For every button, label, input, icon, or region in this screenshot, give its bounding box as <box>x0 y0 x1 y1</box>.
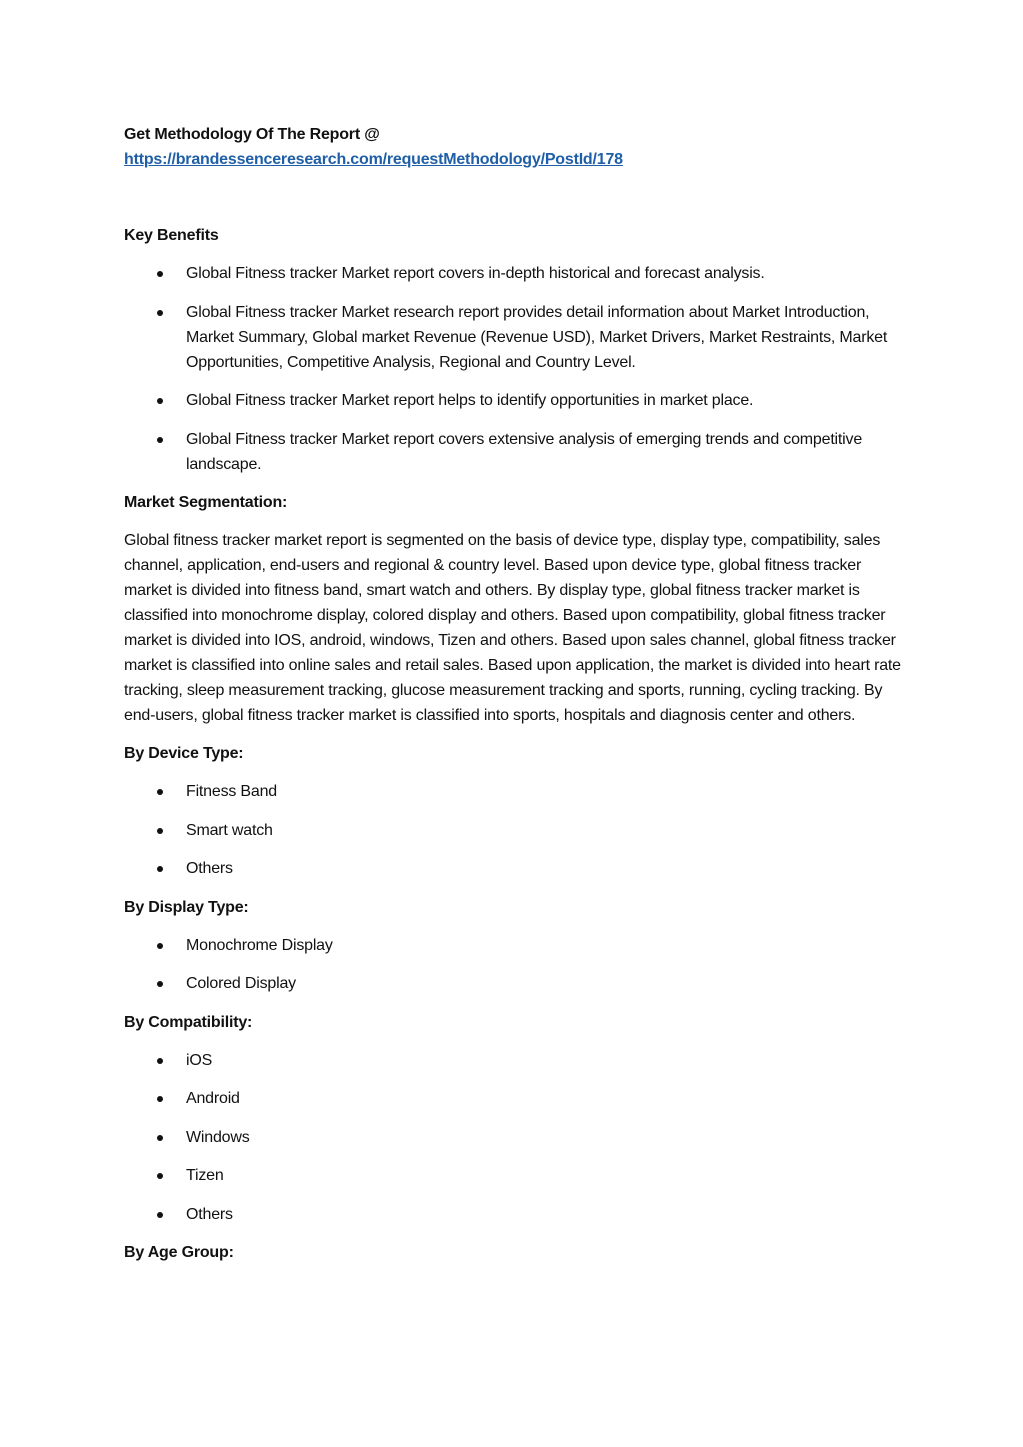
methodology-link[interactable]: https://brandessenceresearch.com/requestMethodology/PostId/178 <box>124 151 623 168</box>
list-item <box>124 261 904 286</box>
list-item-text: Android <box>186 1090 240 1107</box>
list-item-text: Global Fitness tracker Market report covers extensive analysis of emerging trends and competitive landscape. <box>186 430 863 473</box>
list-item-text: Windows <box>186 1128 250 1146</box>
bullet-icon <box>157 310 163 316</box>
bullet-icon <box>157 1058 163 1064</box>
market-segmentation-paragraph: Global fitness tracker market report is segmented on the basis of device type, display type, compatibility, sales channel, application, end-users and regional & country level. Based upon device type, global fitness tracker market is divided into fitness band, smart watch and others. By display type, global fitness tracker market is classified into monochrome display, colored display and others. Based upon compatibility, global fitness tracker market is divided into IOS, android, windows, Tizen and others. Based upon sales channel, global fitness tracker market is classified into online sales and retail sales. Based upon application, the market is divided into heart rate tracking, sleep measurement tracking, glucose measurement tracking and sports, running, cycling tracking. By end-users, global fitness tracker market is classified into sports, hospitals and diagnosis center and others. <box>124 532 901 724</box>
age-group-heading: By Age Group: <box>124 1244 234 1261</box>
list-item <box>124 856 904 881</box>
device-type-list <box>124 779 904 881</box>
list-item <box>124 1048 904 1073</box>
list-item <box>124 1125 904 1150</box>
list-item <box>124 971 904 996</box>
list-item <box>124 1163 904 1188</box>
list-item <box>124 1086 904 1111</box>
list-item-text: Fitness Band <box>186 783 277 800</box>
spacer <box>124 172 904 223</box>
list-item <box>124 779 904 804</box>
list-item <box>124 818 904 843</box>
compatibility-heading: By Compatibility: <box>124 1013 253 1031</box>
list-item-text: Global Fitness tracker Market report covers in-depth historical and forecast analysis. <box>186 265 765 282</box>
bullet-icon <box>157 828 163 834</box>
device-type-heading: By Device Type: <box>124 745 244 762</box>
bullet-icon <box>157 789 163 795</box>
compatibility-list <box>124 1048 904 1227</box>
list-item <box>124 300 904 375</box>
list-item-text: Others <box>186 860 233 877</box>
bullet-icon <box>157 1096 163 1102</box>
bullet-icon <box>157 981 163 987</box>
bullet-icon <box>157 943 163 949</box>
market-segmentation-heading: Market Segmentation: <box>124 494 288 511</box>
list-item-text: Smart watch <box>186 821 273 839</box>
bullet-icon <box>157 271 163 277</box>
list-item <box>124 933 904 958</box>
display-type-list <box>124 933 904 997</box>
display-type-heading: By Display Type: <box>124 898 249 916</box>
bullet-icon <box>157 1212 163 1218</box>
bullet-icon <box>157 1173 163 1179</box>
list-item-text: Tizen <box>186 1167 224 1184</box>
list-item-text: Global Fitness tracker Market report helps to identify opportunities in market place. <box>186 392 754 409</box>
list-item <box>124 388 904 413</box>
document-page <box>124 122 904 1278</box>
list-item <box>124 1202 904 1227</box>
list-item-text: Others <box>186 1205 233 1223</box>
list-item-text: Colored Display <box>186 975 296 992</box>
methodology-heading: Get Methodology Of The Report @ <box>124 126 380 143</box>
list-item-text: Monochrome Display <box>186 936 333 954</box>
key-benefits-list <box>124 261 904 477</box>
list-item-text: Global Fitness tracker Market research report provides detail information about Market Introduction, Market Summary, Global market Revenue (Revenue USD), Market Drivers, Market Restraints, Market Opportunities, Competitive Analysis, Regional and Country Level. <box>186 303 888 371</box>
bullet-icon <box>157 398 163 404</box>
list-item-text: iOS <box>186 1051 213 1069</box>
bullet-icon <box>157 866 163 872</box>
key-benefits-heading: Key Benefits <box>124 227 219 244</box>
list-item <box>124 427 904 477</box>
bullet-icon <box>157 437 163 443</box>
bullet-icon <box>157 1135 163 1141</box>
